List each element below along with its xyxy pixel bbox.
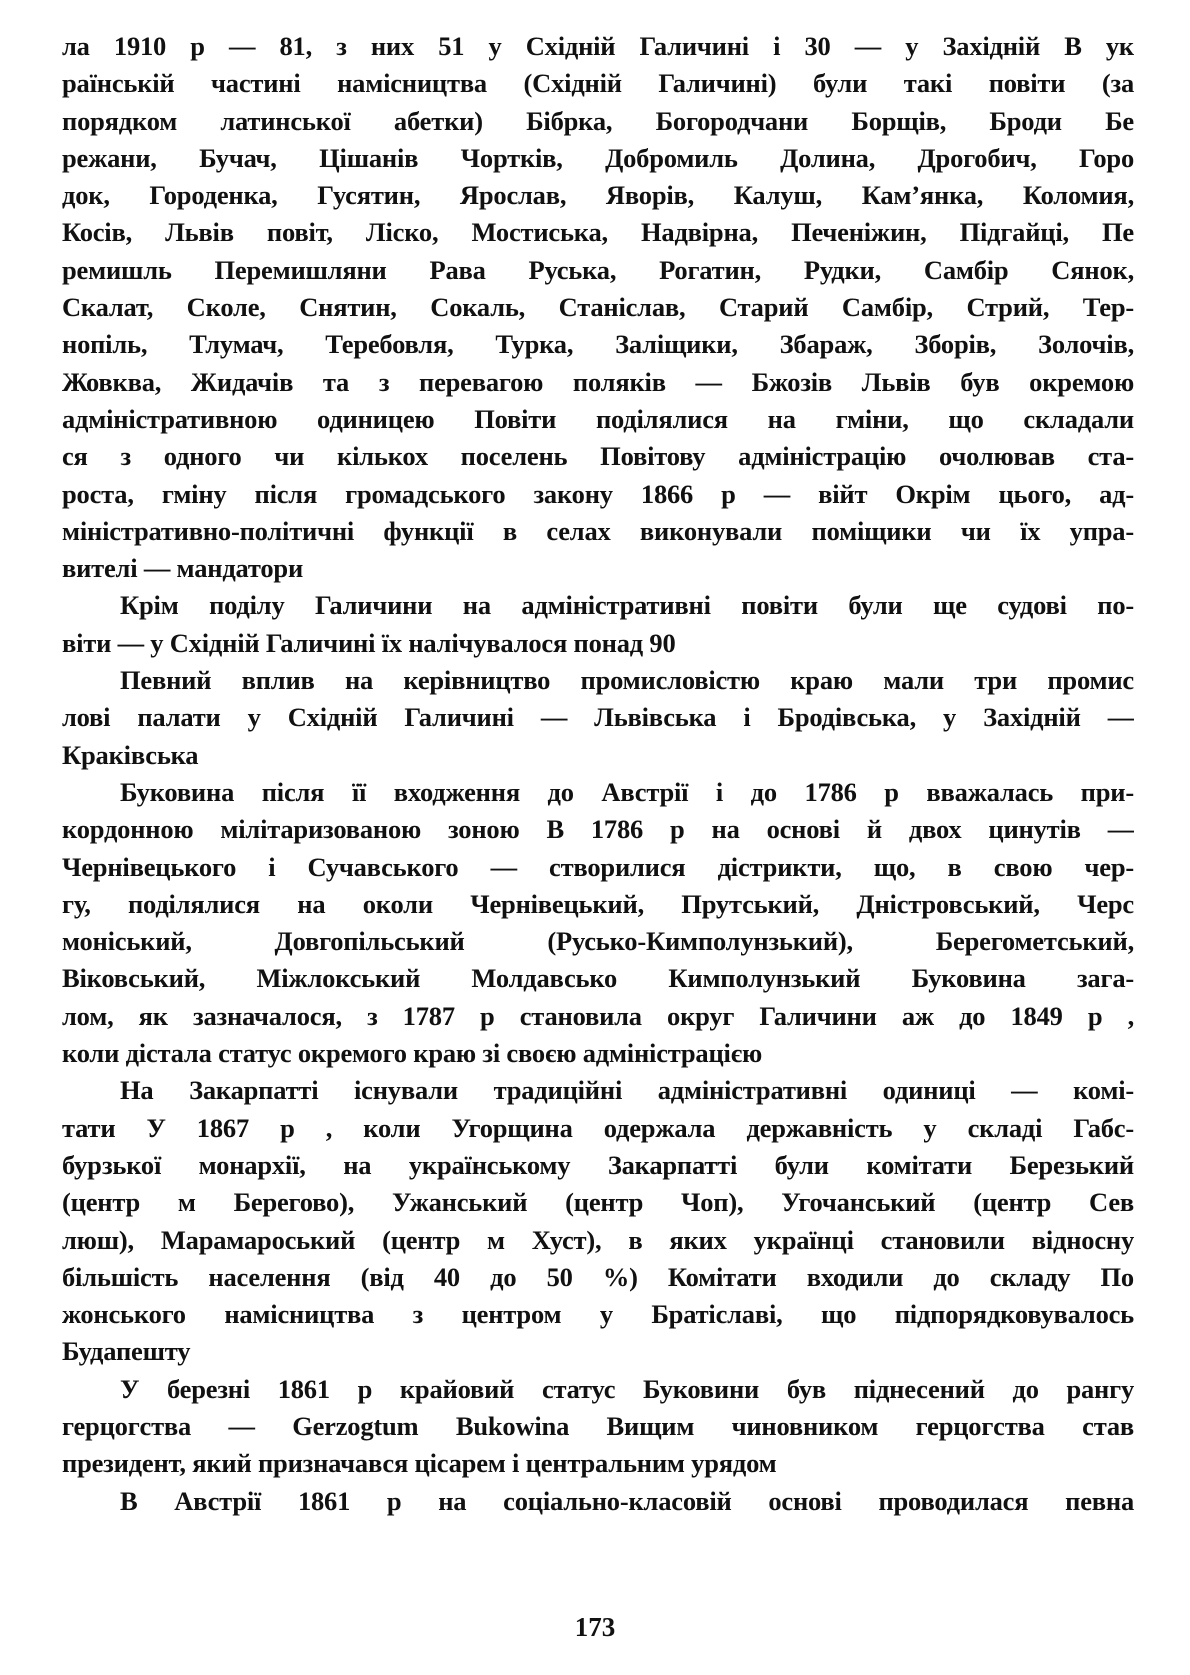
text-line: люш), Марамароський (центр м Хуст), в яких українці становили відносну bbox=[62, 1224, 1134, 1255]
text-line: роста, гміну після громадського закону 1866 р — війт Окрім цього, ад- bbox=[62, 478, 1134, 509]
text-line: адміністративною одиницею Повіти поділялися на гміни, що складали bbox=[62, 403, 1134, 434]
text-line: ся з одного чи кількох поселень Повітову адміністрацію очолював ста- bbox=[62, 441, 1134, 472]
text-line: віти — у Східній Галичині їх налічувалося понад 90 bbox=[62, 627, 676, 658]
text-line: Крім поділу Галичини на адміністративні повіти були ще судові по- bbox=[120, 590, 1134, 621]
text-line: Віковський, Міжлокський Молдавсько Кимполунзький Буковина зага- bbox=[62, 963, 1134, 994]
text-line: президент, який призначався цісарем і центральним урядом bbox=[62, 1448, 777, 1479]
text-line: тати У 1867 р , коли Угорщина одержала державність у складі Габс- bbox=[62, 1112, 1134, 1143]
text-line: Певний вплив на керівництво промисловістю краю мали три промис bbox=[120, 665, 1134, 696]
text-line: міністративно-політичні функції в селах виконували поміщики чи їх упра- bbox=[62, 515, 1134, 546]
text-line: Скалат, Сколе, Снятин, Сокаль, Станіслав, Старий Самбір, Стрий, Тер- bbox=[62, 292, 1134, 323]
text-line: режани, Бучач, Цішанів Чортків, Добромиль Долина, Дрогобич, Горо bbox=[62, 142, 1134, 173]
text-line: гу, поділялися на околи Чернівецький, Прутський, Дністровський, Черс bbox=[62, 888, 1134, 919]
text-line: Буковина після її входження до Австрії і до 1786 р вважалась при- bbox=[120, 776, 1134, 807]
text-line: кордонною мілітаризованою зоною В 1786 р на основі й двох цинутів — bbox=[62, 814, 1134, 845]
text-line: док, Городенка, Гусятин, Ярослав, Яворів, Калуш, Кам’янка, Коломия, bbox=[62, 180, 1134, 211]
text-line: В Австрії 1861 р на соціально-класовій основі проводилася певна bbox=[120, 1485, 1134, 1516]
text-line: раїнській частині намісництва (Східній Галичині) були такі повіти (за bbox=[62, 68, 1134, 99]
text-line: порядком латинської абетки) Бібрка, Богородчани Борщів, Броди Бе bbox=[62, 105, 1134, 136]
text-line: Жовква, Жидачів та з перевагою поляків — Бжозів Львів був окремою bbox=[62, 366, 1134, 397]
text-line: ла 1910 р — 81, з них 51 у Східній Галичині і 30 — у Західній В ук bbox=[62, 31, 1134, 61]
text-line: лові палати у Східній Галичині — Львівська і Бродівська, у Західній — bbox=[62, 702, 1134, 733]
text-line: Чернівецького і Сучавського — створилися дістрикти, що, в свою чер- bbox=[62, 851, 1134, 882]
text-line: нопіль, Тлумач, Теребовля, Турка, Заліщики, Збараж, Зборів, Золочів, bbox=[62, 329, 1134, 360]
text-line: моніський, Довгопільський (Русько-Кимполунзький), Берегометський, bbox=[62, 926, 1134, 957]
text-line: У березні 1861 р крайовий статус Буковини був піднесений до рангу bbox=[120, 1373, 1134, 1404]
text-line: На Закарпатті існували традиційні адміністративні одиниці — комі- bbox=[120, 1075, 1134, 1106]
text-line: лом, як зазначалося, з 1787 р становила округ Галичини аж до 1849 р , bbox=[62, 1000, 1134, 1031]
document-body bbox=[62, 28, 1134, 1520]
page-number: 173 bbox=[574, 1612, 616, 1642]
text-line: Будапешту bbox=[62, 1336, 191, 1367]
text-line: герцогства — Gerzogtum Bukowina Вищим чиновником герцогства став bbox=[62, 1410, 1134, 1441]
text-line: Косів, Львів повіт, Ліско, Мостиська, Надвірна, Печеніжин, Підгайці, Пе bbox=[62, 217, 1134, 248]
text-line: бурзької монархії, на українському Закарпатті були комітати Березький bbox=[62, 1149, 1134, 1180]
text-line: ремишль Перемишляни Рава Руська, Рогатин, Рудки, Самбір Сянок, bbox=[62, 254, 1134, 285]
text-line: вителі — мандатори bbox=[62, 553, 304, 584]
text-line: коли дістала статус окремого краю зі своєю адміністрацією bbox=[62, 1038, 763, 1069]
text-line: (центр м Берегово), Ужанський (центр Чоп), Угочанський (центр Сев bbox=[62, 1187, 1134, 1218]
text-line: жонського намісництва з центром у Братіславі, що підпорядковувалось bbox=[62, 1299, 1134, 1330]
text-line: більшість населення (від 40 до 50 %) Комітати входили до складу По bbox=[62, 1261, 1134, 1292]
text-line: Краківська bbox=[62, 739, 199, 770]
document-page bbox=[62, 28, 1134, 1628]
